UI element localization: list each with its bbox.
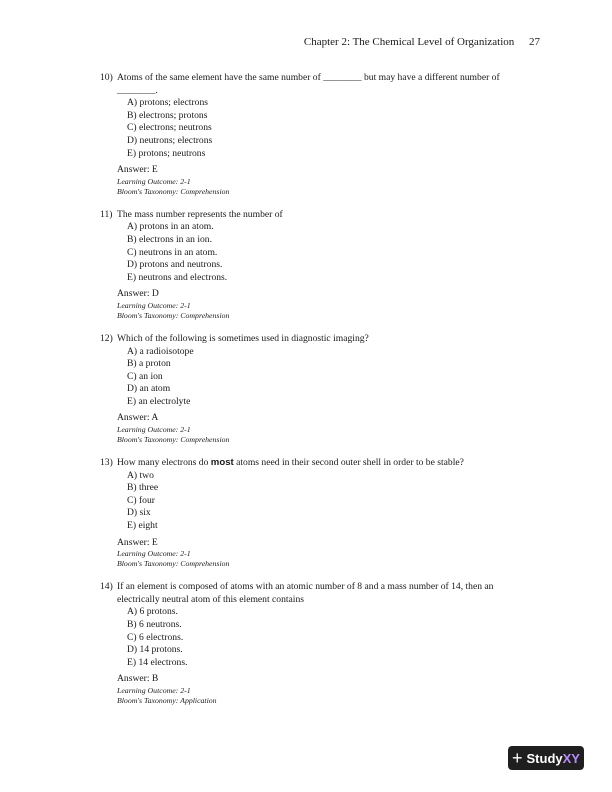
question-11 [100, 209, 520, 321]
choice-a: A) protons in an atom. [127, 221, 214, 233]
choice-a: A) 6 protons. [127, 606, 178, 618]
brand-accent: XY [562, 750, 580, 766]
stem-after: atoms need in their second outer shell in order to be stable? [233, 457, 464, 469]
choice-b: B) 6 neutrons. [127, 619, 182, 630]
question-number: 14) [100, 581, 113, 593]
choice-d: D) protons and neutrons. [127, 259, 223, 271]
emphasis-word: most [210, 457, 234, 469]
answer: Answer: B [117, 673, 159, 685]
choice-c: C) electrons; neutrons [127, 122, 212, 134]
choice-a: A) two [127, 469, 154, 481]
choice-b: B) electrons in an ion. [127, 233, 212, 245]
learning-outcome: Learning Outcome: 2-1 [117, 425, 191, 435]
choice-d: D) neutrons; electrons [127, 134, 213, 146]
question-stem [117, 457, 520, 470]
blooms-taxonomy: Bloom's Taxonomy: Comprehension [117, 186, 230, 196]
choice-c: C) an ion [127, 370, 163, 382]
learning-outcome: Learning Outcome: 2-1 [117, 300, 191, 310]
blooms-taxonomy: Bloom's Taxonomy: Comprehension [117, 435, 230, 445]
choice-a: A) a radioisotope [127, 345, 194, 357]
choice-e: E) eight [127, 520, 158, 532]
choice-c: C) four [127, 494, 155, 506]
question-10 [100, 72, 520, 197]
question-number: 13) [100, 457, 113, 469]
stem-before: How many electrons do [117, 457, 211, 469]
blooms-taxonomy: Bloom's Taxonomy: Comprehension [117, 310, 230, 320]
choice-e: E) protons; neutrons [127, 147, 206, 159]
choice-b: B) electrons; protons [127, 109, 208, 121]
choice-list [127, 346, 520, 409]
choice-d: D) six [127, 507, 151, 519]
chapter-title: Chapter 2: The Chemical Level of Organization [303, 36, 515, 48]
learning-outcome: Learning Outcome: 2-1 [117, 176, 191, 186]
choice-d: D) an atom [127, 383, 171, 395]
choice-a: A) protons; electrons [127, 97, 208, 109]
learning-outcome: Learning Outcome: 2-1 [117, 549, 191, 559]
answer: Answer: E [117, 164, 158, 176]
choice-e: E) an electrolyte [127, 395, 191, 407]
answer: Answer: A [117, 412, 159, 424]
choice-b: B) a proton [127, 358, 171, 370]
question-stem: If an element is composed of atoms with an atomic number of 8 and a mass number of 14, then an electrically neutral atom of this element contains [117, 581, 494, 605]
question-14 [100, 581, 520, 706]
choice-d: D) 14 protons. [127, 644, 183, 656]
question-12 [100, 333, 520, 445]
blooms-taxonomy: Bloom's Taxonomy: Application [117, 695, 217, 705]
learning-outcome: Learning Outcome: 2-1 [117, 685, 191, 695]
question-stem: The mass number represents the number of [117, 208, 283, 220]
answer: Answer: D [117, 288, 159, 300]
plus-icon: + [512, 748, 523, 768]
answer: Answer: E [117, 536, 158, 548]
studyxy-badge[interactable] [508, 746, 584, 770]
choice-list [127, 470, 520, 533]
choice-list [127, 97, 520, 160]
blooms-taxonomy: Bloom's Taxonomy: Comprehension [117, 559, 230, 569]
choice-e: E) neutrons and electrons. [127, 271, 228, 283]
choice-b: B) three [127, 482, 159, 494]
brand-main: Study [526, 750, 563, 766]
question-list [100, 72, 520, 718]
question-stem: Which of the following is sometimes used in diagnostic imaging? [117, 332, 369, 344]
choice-list [127, 221, 520, 284]
question-number: 11) [100, 208, 113, 220]
page-number: 27 [529, 36, 540, 48]
question-number: 10) [100, 72, 113, 83]
question-number: 12) [100, 332, 113, 344]
choice-e: E) 14 electrons. [127, 656, 188, 668]
question-13 [100, 457, 520, 569]
page-header [304, 36, 540, 48]
choice-list [127, 606, 520, 669]
question-stem: Atoms of the same element have the same number of ________ but may have a different number of ________. [117, 72, 500, 96]
choice-c: C) neutrons in an atom. [127, 246, 218, 258]
choice-c: C) 6 electrons. [127, 631, 184, 643]
